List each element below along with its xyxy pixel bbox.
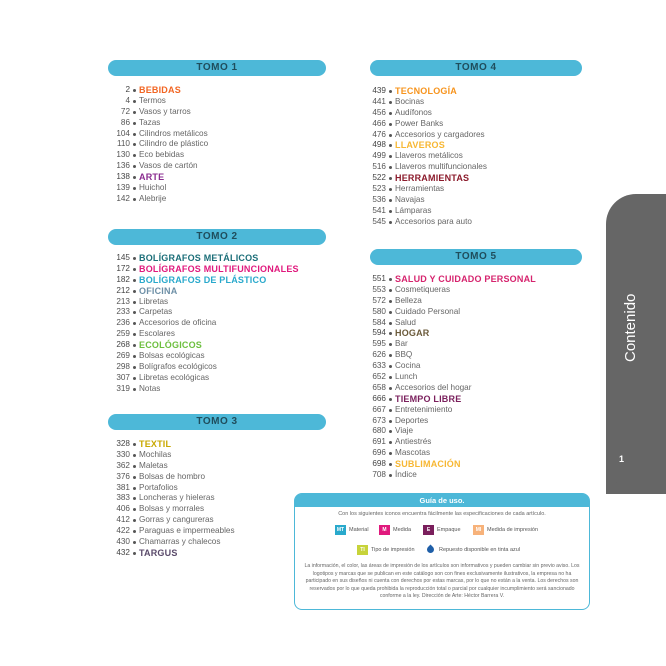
bullet-icon	[389, 155, 392, 158]
subcategory-label: Libretas ecológicas	[139, 372, 210, 382]
page-ref: 182	[116, 274, 130, 284]
subcategory-label: Gorras y cangureras	[139, 515, 214, 525]
subcategory-row	[364, 383, 594, 394]
page-ref: 551	[372, 274, 386, 283]
page-ref: 110	[116, 139, 130, 149]
category-label: ARTE	[139, 172, 165, 183]
bullet-icon	[133, 257, 136, 260]
page-ref: 362	[116, 460, 130, 470]
category-label: BOLÍGRAFOS METÁLICOS	[139, 253, 259, 263]
page-ref: 439	[372, 86, 386, 95]
page-ref: 572	[372, 295, 386, 305]
bullet-icon	[133, 143, 136, 146]
category-row	[108, 264, 328, 275]
category-row	[108, 340, 328, 351]
subcategory-label: Accesorios del hogar	[395, 382, 472, 392]
category-label: OFICINA	[139, 285, 178, 296]
bullet-icon	[133, 111, 136, 114]
tomo-2-list	[108, 253, 328, 395]
category-row	[108, 275, 328, 286]
page-ref: 383	[116, 493, 130, 503]
bullet-icon	[133, 519, 136, 522]
subcategory-row	[108, 297, 328, 308]
subcategory-row	[108, 307, 328, 318]
bullet-icon	[133, 187, 136, 190]
legend-empaque	[423, 525, 461, 535]
bullet-icon	[389, 430, 392, 433]
subcategory-label: Chamarras y chalecos	[139, 537, 221, 547]
category-row	[364, 140, 594, 151]
bullet-icon	[389, 278, 392, 281]
legend-medida-impresion-label: Medida de impresión	[487, 527, 539, 533]
page-ref: 522	[372, 173, 386, 183]
bullet-icon	[133, 154, 136, 157]
subcategory-label: Cuidado Personal	[395, 306, 461, 316]
tomo-5-header: TOMO 5	[370, 249, 582, 265]
bullet-icon	[133, 530, 136, 533]
category-label: BOLÍGRAFOS DE PLÁSTICO	[139, 274, 267, 285]
ink-drop-icon	[426, 545, 436, 555]
bullet-icon	[389, 452, 392, 455]
page-ref: 658	[372, 382, 386, 392]
subcategory-label: Huichol	[139, 183, 167, 193]
subcategory-label: Vasos y tarros	[139, 106, 191, 116]
bullet-icon	[133, 165, 136, 168]
subcategory-label: Audífonos	[395, 107, 432, 117]
category-label: BOLÍGRAFOS MULTIFUNCIONALES	[139, 263, 299, 274]
page-ref: 541	[372, 205, 386, 215]
page-ref: 476	[372, 129, 386, 139]
contents-side-tab-bottom	[606, 390, 666, 494]
page-ref: 667	[372, 404, 386, 414]
category-label: ECOLÓGICOS	[139, 340, 203, 351]
subcategory-label: Salud	[395, 317, 416, 327]
bullet-icon	[133, 279, 136, 282]
print-measure-icon: MI	[473, 525, 484, 535]
subcategory-row	[108, 373, 328, 384]
page-ref: 516	[372, 162, 386, 172]
legend-tinta-azul	[425, 545, 520, 555]
subcategory-row	[108, 183, 328, 194]
page-ref: 499	[372, 151, 386, 161]
bullet-icon	[133, 388, 136, 391]
legend-tinta-azul-label: Repuesto disponible en tinta azul	[439, 547, 521, 553]
subcategory-label: Llaveros metálicos	[395, 151, 463, 161]
subcategory-label: Bar	[395, 339, 408, 349]
bullet-icon	[133, 333, 136, 336]
page-ref: 708	[372, 470, 386, 480]
bullet-icon	[389, 112, 392, 115]
bullet-icon	[133, 198, 136, 201]
subcategory-row	[364, 119, 594, 130]
subcategory-label: Lámparas	[395, 205, 432, 215]
subcategory-label: Lunch	[395, 372, 418, 382]
subcategory-label: Belleza	[395, 295, 422, 305]
page-ref: 691	[372, 437, 386, 447]
subcategory-label: Carpetas	[139, 307, 173, 317]
page-ref: 666	[372, 393, 386, 403]
tomo-1-header: TOMO 1	[108, 60, 326, 76]
page-ref: 298	[116, 361, 130, 371]
category-label: HERRAMIENTAS	[395, 173, 470, 184]
subcategory-label: Termos	[139, 95, 166, 105]
page-ref: 680	[372, 426, 386, 436]
subcategory-label: Cosmetiqueras	[395, 284, 451, 294]
bullet-icon	[133, 497, 136, 500]
legend-tipo-impresion-label: Tipo de impresión	[371, 547, 415, 553]
subcategory-row	[364, 285, 594, 296]
bullet-icon	[389, 199, 392, 202]
category-row	[364, 173, 594, 184]
bullet-icon	[389, 420, 392, 423]
page-ref: 673	[372, 415, 386, 425]
page-ref: 72	[120, 106, 130, 116]
tomo-5-list	[364, 274, 594, 481]
subcategory-row	[108, 150, 328, 161]
subcategory-row	[364, 195, 594, 206]
bullet-icon	[133, 366, 136, 369]
page-ref: 430	[116, 537, 130, 547]
subcategory-label: Antiestrés	[395, 437, 432, 447]
page-ref: 595	[372, 339, 386, 349]
category-row	[108, 172, 328, 183]
bullet-icon	[389, 221, 392, 224]
material-icon: MT	[336, 527, 345, 533]
page-ref: 626	[372, 350, 386, 360]
subcategory-label: Notas	[139, 383, 161, 393]
guide-disclaimer: La información, el color, las áreas de impresión de los artículos son informativos y pueden cambiar sin previo aviso. Los logotipos y marcas que se publican en este catálogo son con fines exclusivamente ilustrativos, la empresa no ha participado en sus diseños ni cuenta con derechos por estas marcas, por lo que no están a la venta. Los derechos son reservados por lo que queda prohibida la reproducción total o parcial por cualquier incumplimiento será sancionado conforme a la ley. Dirección de Arte: Héctor Barrera V.	[304, 563, 580, 600]
subcategory-label: Entretenimiento	[395, 404, 453, 414]
subcategory-label: Llaveros multifuncionales	[395, 162, 487, 172]
bullet-icon	[389, 387, 392, 390]
bullet-icon	[389, 177, 392, 180]
page-ref: 138	[116, 172, 130, 182]
page-ref: 259	[116, 329, 130, 339]
bullet-icon	[133, 552, 136, 555]
bullet-icon	[389, 210, 392, 213]
legend-tipo-impresion	[357, 545, 415, 555]
subcategory-row	[364, 416, 594, 427]
page-ref: 319	[116, 383, 130, 393]
package-icon: E	[423, 525, 434, 535]
page-ref: 269	[116, 351, 130, 361]
page-ref: 456	[372, 107, 386, 117]
subcategory-label: Cocina	[395, 361, 421, 371]
subcategory-label: Libretas	[139, 296, 169, 306]
legend-material	[335, 525, 369, 535]
bullet-icon	[133, 465, 136, 468]
bullet-icon	[389, 474, 392, 477]
subcategory-label: Navajas	[395, 194, 425, 204]
page-ref: 236	[116, 318, 130, 328]
subcategory-row	[364, 307, 594, 318]
page-ref: 545	[372, 216, 386, 226]
page-ref: 145	[116, 253, 130, 262]
subcategory-row	[108, 461, 328, 472]
subcategory-row	[364, 97, 594, 108]
subcategory-row	[108, 318, 328, 329]
subcategory-row	[364, 470, 594, 481]
subcategory-row	[364, 405, 594, 416]
subcategory-row	[364, 448, 594, 459]
page-ref: 594	[372, 328, 386, 338]
category-label: LLAVEROS	[395, 140, 445, 151]
category-label: TIEMPO LIBRE	[395, 393, 462, 404]
subcategory-label: Accesorios de oficina	[139, 318, 217, 328]
bullet-icon	[389, 332, 392, 335]
subcategory-row	[108, 384, 328, 395]
bullet-icon	[133, 377, 136, 380]
page-ref: 536	[372, 194, 386, 204]
subcategory-label: Bolsas y morrales	[139, 504, 205, 514]
bullet-icon	[133, 476, 136, 479]
subcategory-row	[108, 129, 328, 140]
print-type-icon: TI	[357, 545, 368, 555]
subcategory-row	[364, 437, 594, 448]
bullet-icon	[133, 443, 136, 446]
page-ref: 142	[116, 193, 130, 203]
tomo-1-list	[108, 85, 328, 205]
bullet-icon	[133, 290, 136, 293]
bullet-icon	[389, 144, 392, 147]
subcategory-label: Cilindros metálicos	[139, 128, 208, 138]
bullet-icon	[389, 166, 392, 169]
page-ref: 136	[116, 161, 130, 171]
category-row	[364, 459, 594, 470]
subcategory-label: Bocinas	[395, 96, 425, 106]
bullet-icon	[133, 268, 136, 271]
page-ref: 233	[116, 307, 130, 317]
subcategory-label: Deportes	[395, 415, 429, 425]
bullet-icon	[133, 133, 136, 136]
bullet-icon	[133, 301, 136, 304]
subcategory-row	[108, 450, 328, 461]
tomo-4-list	[364, 86, 594, 228]
subcategory-row	[108, 139, 328, 150]
bullet-icon	[133, 454, 136, 457]
page-ref: 432	[116, 547, 130, 557]
category-label: BEBIDAS	[139, 85, 181, 95]
page-ref: 268	[116, 340, 130, 350]
guide-title: Guía de uso.	[295, 494, 589, 507]
page-ref: 213	[116, 296, 130, 306]
bullet-icon	[389, 343, 392, 346]
legend-medida-label: Medida	[393, 527, 412, 533]
page-ref: 86	[120, 117, 130, 127]
bullet-icon	[389, 134, 392, 137]
subcategory-row	[364, 339, 594, 350]
bullet-icon	[389, 398, 392, 401]
page-ref: 381	[116, 482, 130, 492]
tomo-4-header: TOMO 4	[370, 60, 582, 76]
subcategory-label: Accesorios y cargadores	[395, 129, 485, 139]
bullet-icon	[389, 289, 392, 292]
page-ref: 698	[372, 459, 386, 469]
bullet-icon	[389, 354, 392, 357]
page-ref: 652	[372, 372, 386, 382]
subcategory-row	[108, 107, 328, 118]
page-ref: 696	[372, 448, 386, 458]
page-ref: 523	[372, 184, 386, 194]
subcategory-label: Viaje	[395, 426, 414, 436]
category-row	[108, 439, 328, 450]
subcategory-row	[364, 426, 594, 437]
bullet-icon	[133, 311, 136, 314]
subcategory-label: Mascotas	[395, 448, 431, 458]
bullet-icon	[389, 311, 392, 314]
subcategory-label: Bolsas ecológicas	[139, 351, 205, 361]
subcategory-row	[364, 184, 594, 195]
subcategory-label: Índice	[395, 470, 417, 480]
page-ref: 2	[125, 85, 130, 94]
subcategory-label: Escolares	[139, 329, 175, 339]
bullet-icon	[133, 355, 136, 358]
subcategory-row	[364, 162, 594, 173]
subcategory-row	[108, 96, 328, 107]
legend-empaque-label: Empaque	[437, 527, 461, 533]
page-ref: 422	[116, 526, 130, 536]
subcategory-label: Power Banks	[395, 118, 444, 128]
subcategory-row	[364, 350, 594, 361]
bullet-icon	[133, 122, 136, 125]
subcategory-row	[108, 362, 328, 373]
measure-icon: M	[379, 525, 390, 535]
bullet-icon	[389, 441, 392, 444]
bullet-icon	[389, 463, 392, 466]
page-ref: 406	[116, 504, 130, 514]
subcategory-row	[364, 151, 594, 162]
page-ref: 498	[372, 140, 386, 150]
page-ref: 4	[125, 95, 130, 105]
legend-medida-impresion	[473, 525, 538, 535]
subcategory-row	[108, 118, 328, 129]
bullet-icon	[133, 176, 136, 179]
subcategory-row	[108, 161, 328, 172]
page-ref: 104	[116, 128, 130, 138]
page-ref: 553	[372, 284, 386, 294]
subcategory-row	[108, 483, 328, 494]
category-row	[108, 286, 328, 297]
subcategory-label: Maletas	[139, 460, 168, 470]
page-ref: 580	[372, 306, 386, 316]
subcategory-row	[364, 372, 594, 383]
subcategory-row	[108, 194, 328, 205]
subcategory-label: BBQ	[395, 350, 413, 360]
bullet-icon	[133, 100, 136, 103]
category-label: SUBLIMACIÓN	[395, 459, 461, 470]
subcategory-label: Eco bebidas	[139, 150, 185, 160]
page-ref: 412	[116, 515, 130, 525]
subcategory-label: Alebrije	[139, 193, 167, 203]
bullet-icon	[389, 101, 392, 104]
bullet-icon	[389, 188, 392, 191]
subcategory-row	[364, 318, 594, 329]
page-ref: 584	[372, 317, 386, 327]
category-row	[364, 274, 594, 285]
category-label: TEXTIL	[139, 439, 172, 449]
tomo-2-header: TOMO 2	[108, 229, 326, 245]
bullet-icon	[389, 365, 392, 368]
bullet-icon	[389, 409, 392, 412]
category-row	[364, 328, 594, 339]
category-label: TARGUS	[139, 547, 178, 558]
subcategory-label: Bolígrafos ecológicos	[139, 361, 217, 371]
category-label: HOGAR	[395, 328, 430, 339]
subcategory-label: Portafolios	[139, 482, 178, 492]
page-ref: 139	[116, 183, 130, 193]
bullet-icon	[133, 508, 136, 511]
bullet-icon	[389, 90, 392, 93]
category-row	[108, 253, 328, 264]
subcategory-label: Mochilas	[139, 449, 172, 459]
bullet-icon	[389, 123, 392, 126]
legend-material-label: Material	[349, 527, 369, 533]
category-label: SALUD Y CUIDADO PERSONAL	[395, 274, 536, 284]
page-ref: 330	[116, 449, 130, 459]
tomo-3-header: TOMO 3	[108, 414, 326, 430]
category-row	[108, 85, 328, 96]
page-ref: 307	[116, 372, 130, 382]
page-ref: 172	[116, 263, 130, 273]
page-ref: 376	[116, 471, 130, 481]
category-row	[364, 394, 594, 405]
subcategory-row	[364, 130, 594, 141]
page-ref: 328	[116, 439, 130, 448]
subcategory-row	[108, 329, 328, 340]
bullet-icon	[133, 487, 136, 490]
subcategory-label: Cilindro de plástico	[139, 139, 209, 149]
bullet-icon	[389, 300, 392, 303]
subcategory-row	[108, 351, 328, 362]
subcategory-label: Accesorios para auto	[395, 216, 472, 226]
subcategory-label: Tazas	[139, 117, 161, 127]
subcategory-row	[364, 217, 594, 228]
bullet-icon	[133, 89, 136, 92]
guide-intro: Con los siguientes iconos encuentra fácilmente las especificaciones de cada artículo.	[338, 511, 546, 517]
usage-guide-box	[294, 493, 590, 610]
subcategory-row	[364, 108, 594, 119]
page-number: 1	[619, 454, 625, 464]
page-ref: 212	[116, 285, 130, 295]
page-ref: 130	[116, 150, 130, 160]
bullet-icon	[133, 541, 136, 544]
subcategory-label: Paraguas e impermeables	[139, 526, 235, 536]
bullet-icon	[133, 344, 136, 347]
subcategory-row	[108, 472, 328, 483]
subcategory-label: Vasos de cartón	[139, 161, 198, 171]
page-ref: 633	[372, 361, 386, 371]
subcategory-row	[364, 296, 594, 307]
bullet-icon	[389, 322, 392, 325]
category-row	[364, 86, 594, 97]
page-ref: 466	[372, 118, 386, 128]
subcategory-label: Loncheras y hieleras	[139, 493, 215, 503]
subcategory-row	[364, 361, 594, 372]
page-ref: 441	[372, 96, 386, 106]
contents-tab-label: Contenido	[622, 293, 639, 362]
subcategory-row	[364, 206, 594, 217]
subcategory-label: Herramientas	[395, 184, 445, 194]
bullet-icon	[133, 322, 136, 325]
subcategory-label: Bolsas de hombro	[139, 471, 205, 481]
legend-medida	[379, 525, 411, 535]
category-label: TECNOLOGÍA	[395, 86, 457, 96]
bullet-icon	[389, 376, 392, 379]
